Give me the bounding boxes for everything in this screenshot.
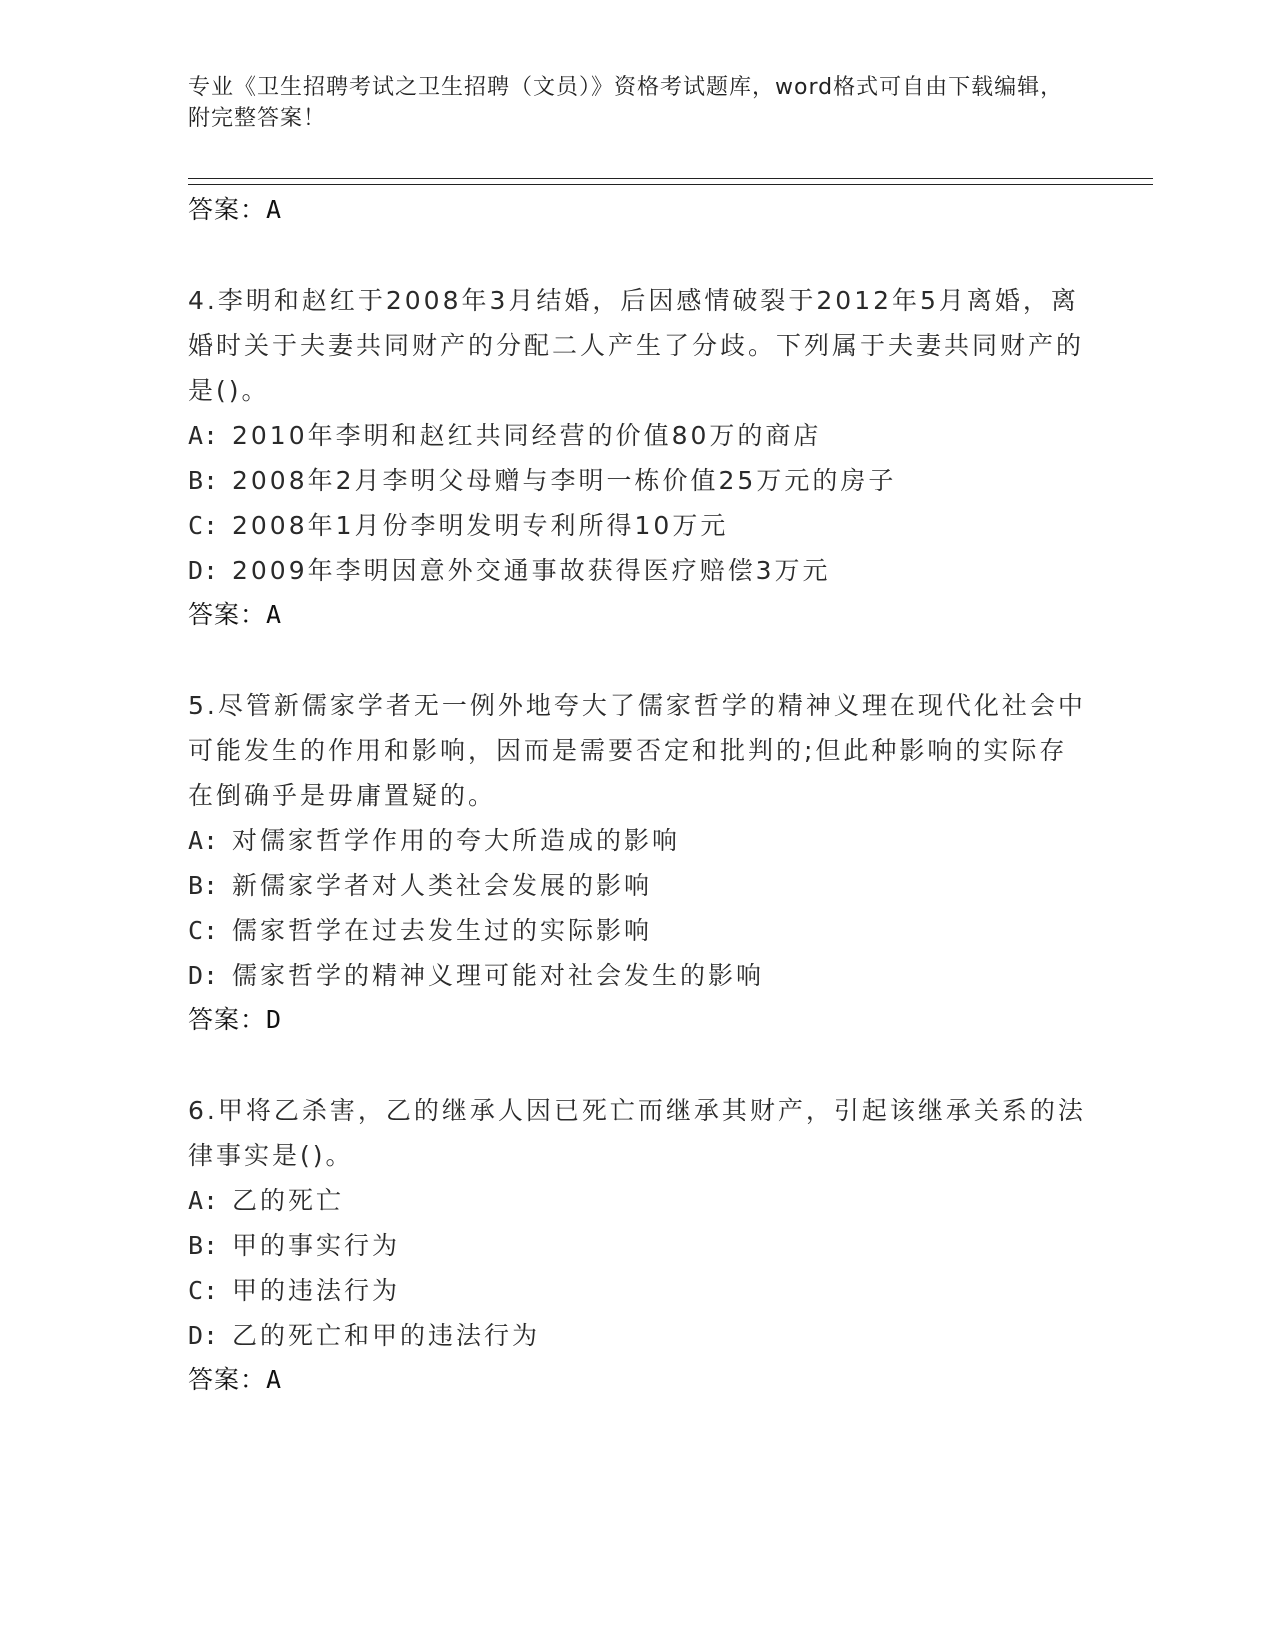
question-stem: 4.李明和赵红于2008年3月结婚，后因感情破裂于2012年5月离婚，离婚时关于夫妻共同财产的分配二人产生了分歧。下列属于夫妻共同财产的是()。: [188, 286, 1085, 405]
question-4: [188, 278, 1088, 637]
option-text: 2010年李明和赵红共同经营的价值80万的商店: [232, 421, 822, 450]
option-key: B:: [188, 466, 219, 495]
option-c: [188, 503, 1088, 548]
option-a: [188, 818, 1088, 863]
option-a: [188, 1178, 1088, 1223]
answer-value: A: [266, 600, 283, 629]
option-key: C:: [188, 916, 219, 945]
answer-line: [188, 188, 1088, 232]
option-key: D:: [188, 961, 219, 990]
answer-label: 答案：: [188, 1005, 267, 1034]
answer-label: 答案：: [188, 195, 267, 224]
option-key: A:: [188, 826, 219, 855]
option-text: 2009年李明因意外交通事故获得医疗赔偿3万元: [232, 556, 831, 585]
option-b: [188, 863, 1088, 908]
option-key: A:: [188, 421, 219, 450]
answer-label: 答案：: [188, 1365, 267, 1394]
option-d: [188, 953, 1088, 998]
option-text: 甲的违法行为: [232, 1276, 401, 1305]
question-5: [188, 683, 1088, 1042]
question-stem: 6.甲将乙杀害，乙的继承人因已死亡而继承其财产，引起该继承关系的法律事实是()。: [188, 1096, 1086, 1170]
header-text: 专业《卫生招聘考试之卫生招聘（文员）》资格考试题库，word格式可自由下载编辑，附完整答案！: [188, 75, 1064, 131]
option-text: 对儒家哲学作用的夸大所造成的影响: [232, 826, 681, 855]
option-c: [188, 908, 1088, 953]
option-key: B:: [188, 871, 219, 900]
answer-value: A: [266, 1365, 283, 1394]
option-text: 2008年1月份李明发明专利所得10万元: [232, 511, 729, 540]
option-a: [188, 413, 1088, 458]
answer-line: [188, 593, 1088, 637]
option-key: C:: [188, 511, 219, 540]
page-header: [188, 72, 1068, 134]
option-text: 乙的死亡和甲的违法行为: [232, 1321, 541, 1350]
option-text: 乙的死亡: [232, 1186, 345, 1215]
option-key: D:: [188, 1321, 219, 1350]
question-6: [188, 1088, 1088, 1402]
answer-value: D: [266, 1005, 283, 1034]
answer-line: [188, 998, 1088, 1042]
option-text: 新儒家学者对人类社会发展的影响: [232, 871, 653, 900]
header-divider: [188, 178, 1153, 185]
option-b: [188, 1223, 1088, 1268]
answer-value: A: [266, 195, 283, 224]
option-text: 儒家哲学的精神义理可能对社会发生的影响: [232, 961, 765, 990]
option-b: [188, 458, 1088, 503]
option-key: B:: [188, 1231, 219, 1260]
question-stem: 5.尽管新儒家学者无一例外地夸大了儒家哲学的精神义理在现代化社会中可能发生的作用和影响，因而是需要否定和批判的;但此种影响的实际存在倒确乎是毋庸置疑的。: [188, 691, 1086, 810]
option-text: 2008年2月李明父母赠与李明一栋价值25万元的房子: [232, 466, 897, 495]
option-c: [188, 1268, 1088, 1313]
answer-label: 答案：: [188, 600, 267, 629]
option-key: D:: [188, 556, 219, 585]
answer-line: [188, 1358, 1088, 1402]
option-text: 甲的事实行为: [232, 1231, 401, 1260]
option-d: [188, 1313, 1088, 1358]
document-body: [188, 188, 1088, 1402]
option-d: [188, 548, 1088, 593]
option-key: C:: [188, 1276, 219, 1305]
option-text: 儒家哲学在过去发生过的实际影响: [232, 916, 653, 945]
option-key: A:: [188, 1186, 219, 1215]
